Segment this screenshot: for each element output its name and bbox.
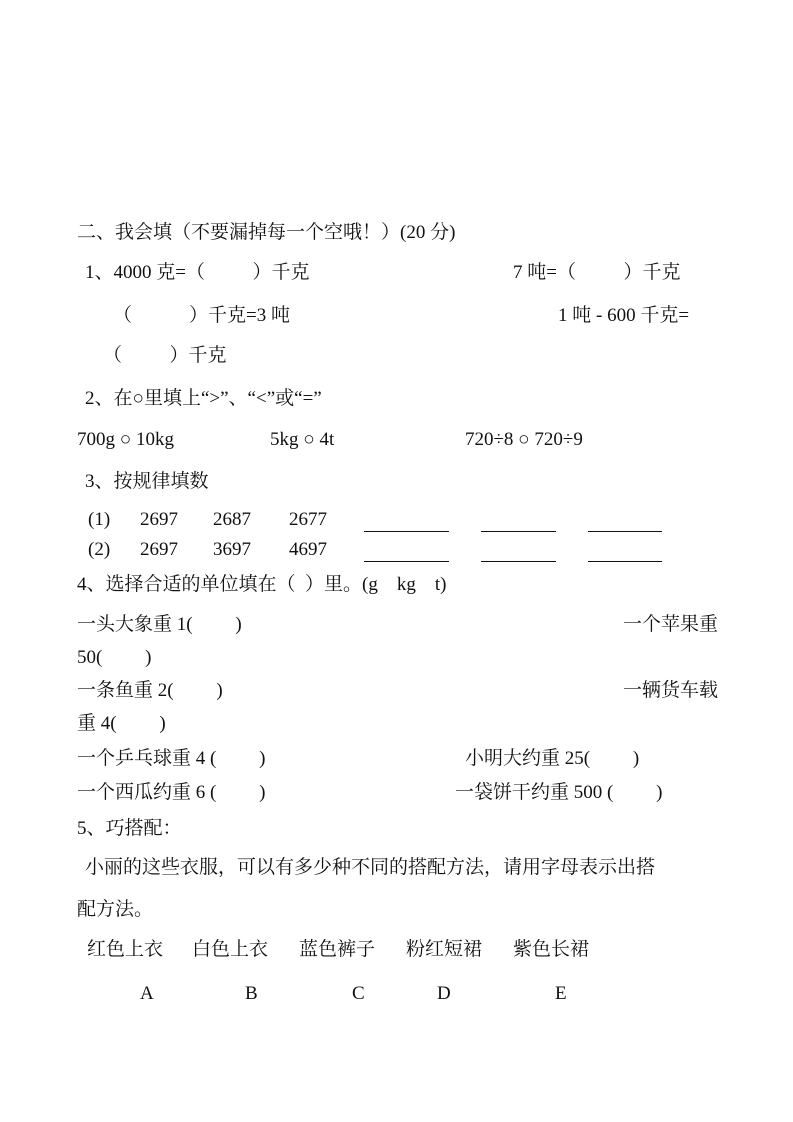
clothing-item: 粉红短裙 <box>406 939 483 960</box>
answer-blank[interactable] <box>481 561 556 562</box>
q4-item: 一袋饼干约重 500 ( ) <box>455 782 663 803</box>
answer-blank[interactable] <box>364 561 449 562</box>
q3-row-label: (2) <box>88 539 111 560</box>
q3-value: 3697 <box>213 539 251 560</box>
clothing-letter: A <box>140 983 154 1004</box>
q1-e: （ ）千克 <box>103 345 227 366</box>
q5-text: 配方法。 <box>77 899 154 920</box>
q2-prompt: 2、在○里填上“>”、“<”或“=” <box>85 388 322 409</box>
q4-item: 一辆货车载 <box>622 680 718 701</box>
answer-blank[interactable] <box>588 531 662 532</box>
q4-item: 一个西瓜约重 6 ( ) <box>77 782 266 803</box>
q4-item: 一头大象重 1( ) <box>77 614 242 635</box>
q4-item: 一条鱼重 2( ) <box>77 680 223 701</box>
q3-value: 2677 <box>289 509 327 530</box>
clothing-letter: C <box>352 983 365 1004</box>
q3-value: 2687 <box>213 509 251 530</box>
answer-blank[interactable] <box>481 531 556 532</box>
q4-item: 小明大约重 25( ) <box>465 748 640 769</box>
clothing-item: 白色上衣 <box>192 939 269 960</box>
section-title: 二、我会填（不要漏掉每一个空哦！）(20 分) <box>77 222 456 243</box>
q3-prompt: 3、按规律填数 <box>85 471 209 492</box>
q4-item: 一个乒乓球重 4 ( ) <box>77 748 266 769</box>
clothing-letter: B <box>245 983 258 1004</box>
q1-d: 1 吨 - 600 千克= <box>558 305 690 326</box>
q5-prompt: 5、巧搭配： <box>77 818 182 839</box>
q2-item: 700g ○ 10kg <box>77 429 174 450</box>
clothing-letter: E <box>555 983 567 1004</box>
q2-item: 720÷8 ○ 720÷9 <box>465 429 583 450</box>
clothing-item: 蓝色裤子 <box>299 939 376 960</box>
clothing-letter: D <box>437 983 451 1004</box>
q4-item: 50( ) <box>77 647 152 668</box>
q4-item: 一个苹果重 <box>622 614 718 635</box>
clothing-item: 红色上衣 <box>87 939 164 960</box>
q4-item: 重 4( ) <box>77 713 166 734</box>
clothing-item: 紫色长裙 <box>513 939 590 960</box>
answer-blank[interactable] <box>364 531 449 532</box>
q3-value: 4697 <box>289 539 327 560</box>
q5-text: 小丽的这些衣服，可以有多少种不同的搭配方法，请用字母表示出搭 <box>85 857 656 878</box>
q2-item: 5kg ○ 4t <box>270 429 335 450</box>
q1-a: 1、4000 克=（ ）千克 <box>85 262 310 283</box>
q3-row-label: (1) <box>88 509 111 530</box>
q3-value: 2697 <box>140 509 178 530</box>
q1-c: （ ）千克=3 吨 <box>113 305 290 326</box>
answer-blank[interactable] <box>588 561 662 562</box>
q4-prompt: 4、选择合适的单位填在（ ）里。(g kg t) <box>77 574 447 595</box>
q1-b: 7 吨=（ ）千克 <box>513 262 681 283</box>
q3-value: 2697 <box>140 539 178 560</box>
